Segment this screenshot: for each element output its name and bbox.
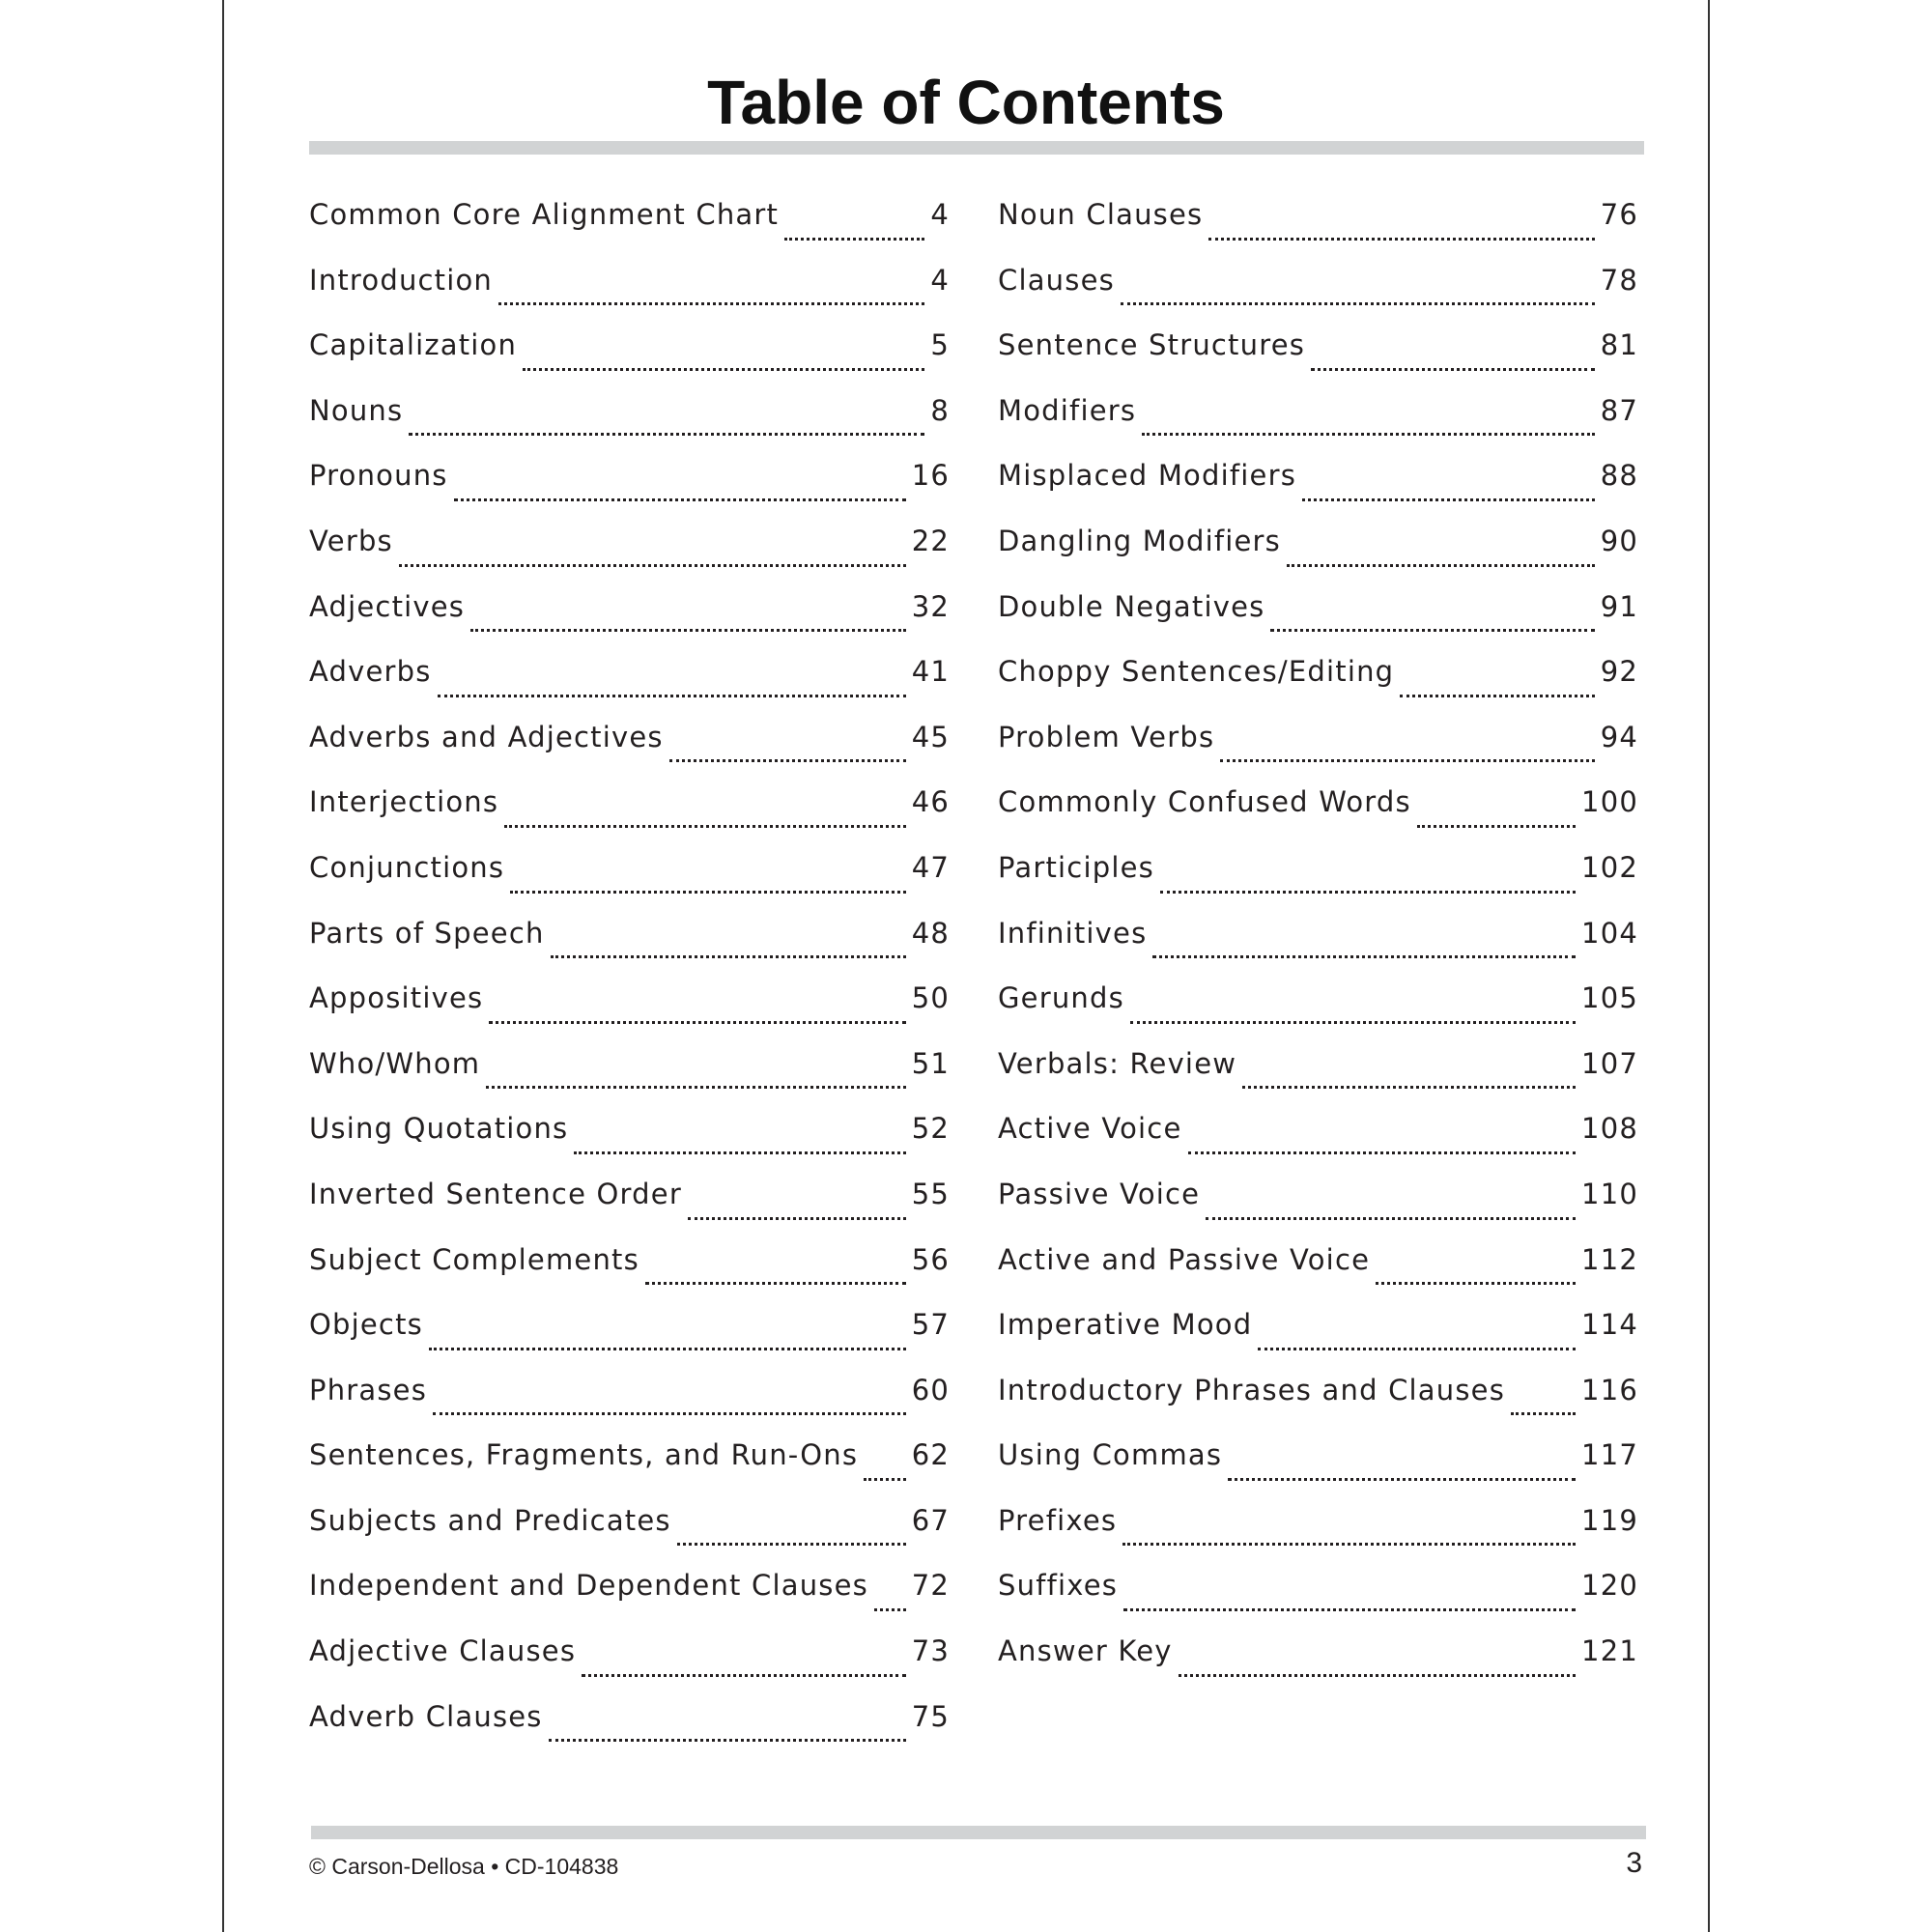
toc-entry <box>309 1308 950 1374</box>
toc-entry-page: 56 <box>911 1242 950 1276</box>
toc-left-column <box>309 198 950 1765</box>
toc-entry <box>309 1438 950 1504</box>
toc-entry-page: 47 <box>911 850 950 884</box>
toc-entry-title: Who/Whom <box>309 1046 481 1080</box>
toc-entry-title: Active Voice <box>998 1112 1182 1146</box>
toc-entry <box>998 851 1638 917</box>
dot-leader <box>1130 1021 1576 1024</box>
toc-entry <box>998 1438 1638 1504</box>
toc-entry-page: 4 <box>930 198 950 231</box>
toc-entry-page: 107 <box>1581 1046 1638 1080</box>
toc-entry-page: 4 <box>930 263 950 297</box>
toc-entry-title: Verbals: Review <box>998 1046 1237 1080</box>
toc-entry-page: 5 <box>930 328 950 362</box>
dot-leader <box>551 955 906 958</box>
toc-entry-page: 78 <box>1600 263 1638 297</box>
toc-entry <box>998 198 1638 264</box>
toc-entry-title: Suffixes <box>998 1569 1119 1603</box>
dot-leader <box>1417 825 1576 828</box>
dot-leader <box>1258 1348 1576 1350</box>
toc-entry-title: Double Negatives <box>998 589 1265 623</box>
toc-entry-page: 119 <box>1581 1503 1638 1537</box>
toc-entry <box>309 851 950 917</box>
toc-entry <box>998 1504 1638 1570</box>
toc-entry-page: 62 <box>911 1438 950 1472</box>
toc-entry-title: Adjective Clauses <box>309 1634 577 1668</box>
toc-entry-title: Participles <box>998 850 1154 884</box>
toc-entry-title: Active and Passive Voice <box>998 1242 1371 1276</box>
toc-entry-page: 100 <box>1581 785 1638 819</box>
toc-entry-title: Conjunctions <box>309 850 505 884</box>
dot-leader <box>784 238 924 241</box>
toc-entry <box>998 655 1638 721</box>
toc-entry <box>309 264 950 329</box>
toc-entry-title: Using Quotations <box>309 1112 569 1146</box>
toc-entry-page: 32 <box>911 589 950 623</box>
toc-entry-title: Verbs <box>309 524 393 557</box>
toc-entry-title: Appositives <box>309 981 484 1015</box>
toc-entry <box>309 1634 950 1700</box>
toc-entry-title: Capitalization <box>309 328 518 362</box>
toc-entry-title: Imperative Mood <box>998 1308 1253 1342</box>
dot-leader <box>1206 1217 1576 1220</box>
toc-entry-title: Interjections <box>309 785 499 819</box>
toc-entry <box>309 917 950 982</box>
dot-leader <box>549 1739 906 1742</box>
toc-entry-title: Adverbs and Adjectives <box>309 720 664 753</box>
dot-leader <box>1121 302 1595 305</box>
dot-leader <box>1287 564 1595 567</box>
toc-entry <box>998 328 1638 394</box>
dot-leader <box>1242 1086 1576 1089</box>
dot-leader <box>1302 498 1595 501</box>
toc-entry <box>998 1047 1638 1113</box>
toc-entry-page: 41 <box>911 655 950 689</box>
toc-entry <box>309 394 950 460</box>
toc-entry-title: Common Core Alignment Chart <box>309 198 780 231</box>
toc-entry <box>309 328 950 394</box>
toc-entry-page: 121 <box>1581 1634 1638 1668</box>
toc-entry-title: Pronouns <box>309 459 448 493</box>
toc-entry-title: Using Commas <box>998 1438 1223 1472</box>
dot-leader <box>864 1478 906 1481</box>
dot-leader <box>669 759 906 762</box>
toc-entry-page: 67 <box>911 1503 950 1537</box>
dot-leader <box>1400 695 1594 697</box>
dot-leader <box>1376 1282 1576 1285</box>
toc-entry-title: Choppy Sentences/Editing <box>998 655 1395 689</box>
dot-leader <box>498 302 924 305</box>
toc-entry-title: Adverbs <box>309 655 432 689</box>
toc-entry <box>998 1634 1638 1700</box>
toc-entry <box>309 1178 950 1243</box>
toc-entry <box>309 1504 950 1570</box>
toc-entry-title: Misplaced Modifiers <box>998 459 1297 493</box>
toc-entry-page: 114 <box>1581 1308 1638 1342</box>
toc-entry <box>309 1569 950 1634</box>
footer-copyright: © Carson-Dellosa • CD-104838 <box>309 1854 619 1879</box>
toc-entry-page: 87 <box>1600 393 1638 427</box>
dot-leader <box>486 1086 905 1089</box>
toc-entry-page: 60 <box>911 1373 950 1406</box>
toc-entry-page: 88 <box>1600 459 1638 493</box>
toc-entry-title: Gerunds <box>998 981 1124 1015</box>
toc-entry <box>309 785 950 851</box>
toc-entry <box>309 459 950 525</box>
toc-entry-title: Modifiers <box>998 393 1137 427</box>
toc-right-column <box>998 198 1638 1700</box>
dot-leader <box>433 1412 906 1415</box>
dot-leader <box>1208 238 1594 241</box>
toc-entry-title: Phrases <box>309 1373 428 1406</box>
toc-entry-page: 91 <box>1600 589 1638 623</box>
dot-leader <box>582 1674 906 1677</box>
toc-entry <box>309 1374 950 1439</box>
toc-entry-page: 108 <box>1581 1112 1638 1146</box>
toc-entry <box>998 981 1638 1047</box>
dot-leader <box>677 1543 906 1546</box>
toc-entry-page: 72 <box>911 1569 950 1603</box>
dot-leader <box>429 1348 906 1350</box>
toc-entry <box>309 198 950 264</box>
toc-entry-page: 51 <box>911 1046 950 1080</box>
toc-entry-page: 81 <box>1600 328 1638 362</box>
dot-leader <box>1160 891 1576 894</box>
dot-leader <box>874 1608 906 1611</box>
toc-entry-page: 76 <box>1600 198 1638 231</box>
toc-entry-page: 52 <box>911 1112 950 1146</box>
toc-entry-page: 94 <box>1600 720 1638 753</box>
dot-leader <box>1122 1543 1576 1546</box>
toc-entry <box>998 1374 1638 1439</box>
toc-entry-page: 48 <box>911 916 950 950</box>
toc-entry-page: 116 <box>1581 1373 1638 1406</box>
toc-entry-title: Adverb Clauses <box>309 1699 543 1733</box>
toc-entry <box>998 264 1638 329</box>
toc-entry <box>309 1112 950 1178</box>
toc-entry-page: 105 <box>1581 981 1638 1015</box>
toc-entry-page: 22 <box>911 524 950 557</box>
toc-entry-title: Subject Complements <box>309 1242 639 1276</box>
toc-entry <box>998 525 1638 590</box>
toc-entry-title: Passive Voice <box>998 1177 1201 1210</box>
toc-entry <box>309 981 950 1047</box>
toc-entry-title: Objects <box>309 1308 423 1342</box>
toc-entry-title: Parts of Speech <box>309 916 545 950</box>
dot-leader <box>1142 433 1595 436</box>
toc-entry-page: 50 <box>911 981 950 1015</box>
toc-entry-title: Commonly Confused Words <box>998 785 1411 819</box>
dot-leader <box>523 368 924 371</box>
toc-entry-page: 55 <box>911 1177 950 1210</box>
bottom-rule <box>311 1826 1646 1839</box>
toc-entry-title: Infinitives <box>998 916 1148 950</box>
toc-entry-page: 73 <box>911 1634 950 1668</box>
dot-leader <box>1123 1608 1576 1611</box>
toc-entry-page: 120 <box>1581 1569 1638 1603</box>
toc-entry-page: 57 <box>911 1308 950 1342</box>
dot-leader <box>1152 955 1576 958</box>
toc-entry-title: Dangling Modifiers <box>998 524 1281 557</box>
dot-leader <box>438 695 906 697</box>
toc-entry-title: Nouns <box>309 393 404 427</box>
toc-entry <box>998 459 1638 525</box>
toc-entry-page: 112 <box>1581 1242 1638 1276</box>
toc-entry <box>998 721 1638 786</box>
dot-leader <box>454 498 906 501</box>
toc-entry <box>998 590 1638 656</box>
page-title: Table of Contents <box>707 68 1225 137</box>
dot-leader <box>489 1021 905 1024</box>
dot-leader <box>1228 1478 1576 1481</box>
toc-entry-title: Clauses <box>998 263 1115 297</box>
toc-entry <box>998 917 1638 982</box>
dot-leader <box>574 1151 905 1154</box>
dot-leader <box>504 825 906 828</box>
footer-page-number: 3 <box>1626 1847 1642 1879</box>
toc-entry-page: 75 <box>911 1699 950 1733</box>
toc-entry-page: 92 <box>1600 655 1638 689</box>
dot-leader <box>645 1282 906 1285</box>
dot-leader <box>1188 1151 1577 1154</box>
toc-entry <box>998 394 1638 460</box>
toc-entry-title: Independent and Dependent Clauses <box>309 1569 868 1603</box>
toc-entry-title: Introduction <box>309 263 494 297</box>
toc-entry-page: 104 <box>1581 916 1638 950</box>
toc-entry-title: Inverted Sentence Order <box>309 1177 682 1210</box>
toc-entry <box>998 1569 1638 1634</box>
toc-entry-title: Sentence Structures <box>998 328 1306 362</box>
toc-entry-page: 90 <box>1600 524 1638 557</box>
toc-entry-page: 117 <box>1581 1438 1638 1472</box>
toc-entry <box>309 655 950 721</box>
dot-leader <box>510 891 905 894</box>
dot-leader <box>409 433 924 436</box>
toc-entry <box>998 1308 1638 1374</box>
toc-entry <box>998 1243 1638 1309</box>
toc-entry-page: 16 <box>911 459 950 493</box>
toc-entry-page: 110 <box>1581 1177 1638 1210</box>
toc-entry <box>309 1700 950 1766</box>
document-page <box>222 0 1710 1932</box>
dot-leader <box>1311 368 1595 371</box>
toc-entry-title: Noun Clauses <box>998 198 1204 231</box>
toc-entry-page: 102 <box>1581 850 1638 884</box>
toc-entry-title: Problem Verbs <box>998 720 1215 753</box>
dot-leader <box>399 564 906 567</box>
dot-leader <box>470 629 906 632</box>
toc-entry <box>309 590 950 656</box>
toc-entry <box>309 1047 950 1113</box>
toc-entry-page: 46 <box>911 785 950 819</box>
dot-leader <box>1270 629 1594 632</box>
toc-entry <box>309 525 950 590</box>
dot-leader <box>1220 759 1594 762</box>
top-rule <box>309 141 1644 155</box>
toc-entry <box>309 1243 950 1309</box>
toc-entry-page: 8 <box>930 393 950 427</box>
toc-entry-page: 45 <box>911 720 950 753</box>
toc-entry <box>998 1178 1638 1243</box>
dot-leader <box>1179 1674 1576 1677</box>
dot-leader <box>1511 1412 1576 1415</box>
toc-entry <box>309 721 950 786</box>
toc-entry-title: Subjects and Predicates <box>309 1503 671 1537</box>
toc-entry-title: Prefixes <box>998 1503 1118 1537</box>
toc-entry-title: Adjectives <box>309 589 466 623</box>
toc-entry <box>998 785 1638 851</box>
toc-entry-title: Answer Key <box>998 1634 1173 1668</box>
toc-entry-title: Introductory Phrases and Clauses <box>998 1373 1506 1406</box>
toc-entry <box>998 1112 1638 1178</box>
dot-leader <box>688 1217 906 1220</box>
toc-entry-title: Sentences, Fragments, and Run-Ons <box>309 1438 859 1472</box>
